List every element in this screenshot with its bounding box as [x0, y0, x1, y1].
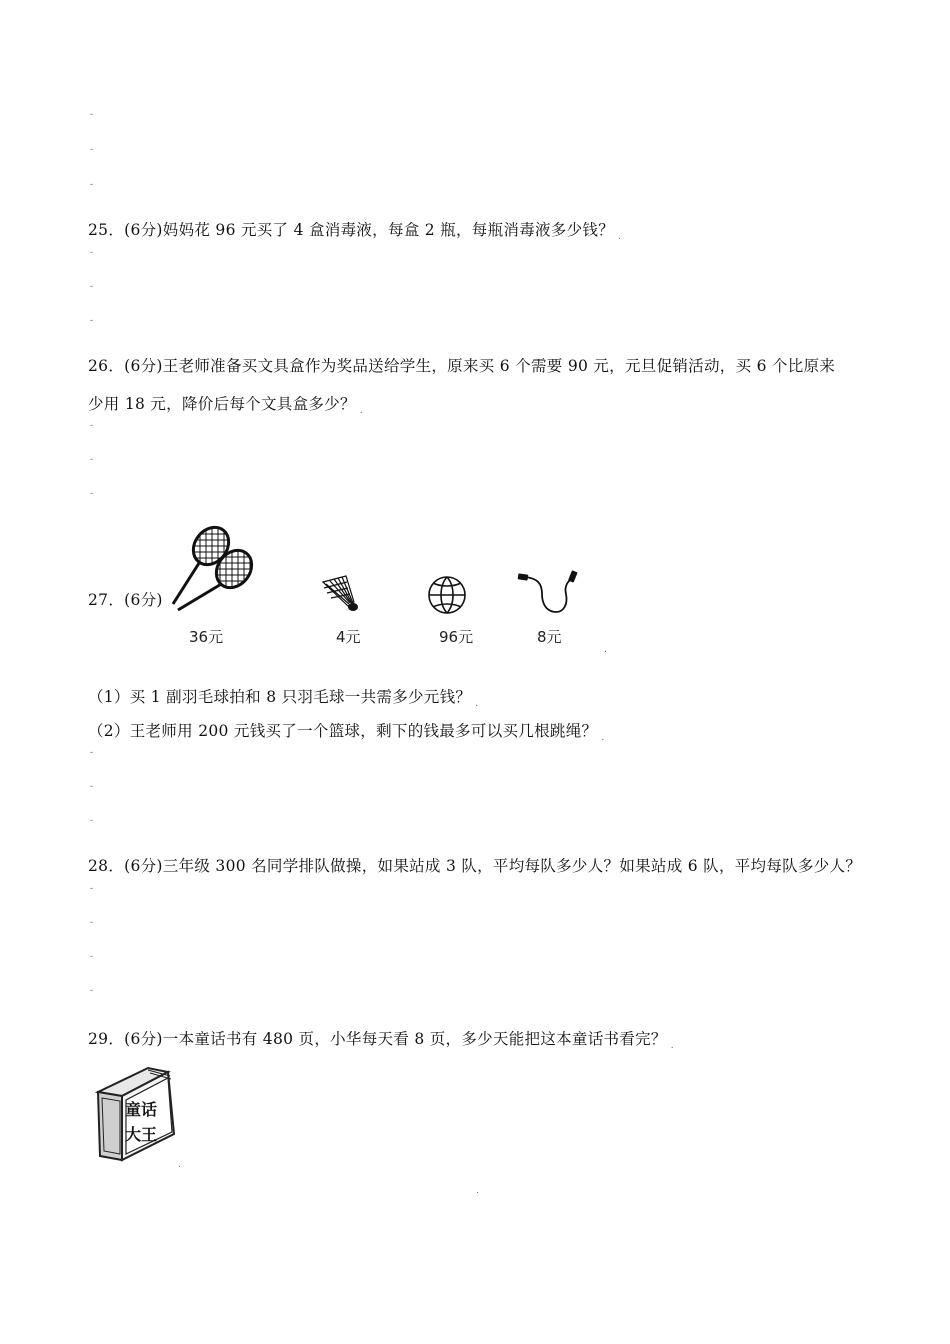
spacer-mark: -	[90, 884, 94, 894]
storybook-title-line1: 童话	[124, 1100, 157, 1119]
spacer-mark: -	[90, 145, 94, 155]
spacer-mark: -	[90, 455, 94, 465]
question-27-sub2	[88, 720, 604, 749]
badminton-rackets-icon	[168, 522, 258, 614]
question-27-sub2-text: （2）王老师用 200 元钱买了一个篮球，剩下的钱最多可以买几根跳绳？	[88, 722, 598, 740]
jump-rope-icon	[516, 568, 582, 616]
end-mark: .	[618, 232, 622, 242]
question-26-line1	[88, 355, 835, 377]
racket-price: 36元	[189, 628, 224, 646]
basketball-icon	[426, 574, 468, 616]
question-29	[88, 1028, 674, 1057]
end-mark: .	[604, 645, 607, 655]
end-mark: .	[601, 733, 605, 743]
question-29-text: 29．(6分)一本童话书有 480 页，小华每天看 8 页，多少天能把这本童话书看完？	[88, 1030, 667, 1048]
spacer-mark: -	[90, 918, 94, 928]
spacer-mark: -	[90, 421, 94, 431]
shuttlecock-icon	[320, 574, 362, 614]
question-26-text: 26．(6分)王老师准备买文具盒作为奖品送给学生，原来买 6 个需要 90 元，元旦促销活动，买 6 个比原来	[88, 357, 836, 375]
storybook-title-line2: 大王	[124, 1125, 157, 1144]
question-27	[88, 589, 163, 611]
spacer-mark: -	[90, 316, 94, 326]
question-26-text-cont: 少用 18 元，降价后每个文具盒多少？	[88, 395, 356, 413]
storybook-title	[119, 1097, 163, 1147]
spacer-mark: -	[90, 952, 94, 962]
shuttlecock-price: 4元	[336, 628, 361, 646]
question-27-sub1-text: （1）买 1 副羽毛球拍和 8 只羽毛球一共需多少元钱？	[88, 688, 472, 706]
end-mark: .	[359, 406, 363, 416]
question-27-sub1	[88, 686, 478, 715]
spacer-mark: -	[90, 489, 94, 499]
jump-rope-price: 8元	[537, 628, 562, 646]
spacer-mark: -	[90, 282, 94, 292]
end-mark: .	[476, 1186, 479, 1196]
spacer-mark: -	[90, 986, 94, 996]
question-28	[88, 855, 861, 877]
end-mark: .	[475, 699, 479, 709]
question-25	[88, 219, 621, 248]
spacer-mark: -	[90, 248, 94, 258]
spacer-mark: -	[90, 782, 94, 792]
question-27-text: 27．(6分)	[88, 591, 163, 609]
question-28-text: 28．(6分)三年级 300 名同学排队做操，如果站成 3 队，平均每队多少人？如果站成 6 队，平均每队多少人？	[88, 857, 862, 875]
end-mark: .	[670, 1041, 674, 1051]
spacer-mark: -	[90, 180, 94, 190]
spacer-mark: -	[90, 748, 94, 758]
question-26-line2	[88, 393, 363, 422]
question-25-text: 25．(6分)妈妈花 96 元买了 4 盒消毒液，每盒 2 瓶，每瓶消毒液多少钱？	[88, 221, 614, 239]
basketball-price: 96元	[439, 628, 474, 646]
spacer-mark: -	[90, 816, 94, 826]
spacer-mark: -	[90, 110, 94, 120]
end-mark: .	[178, 1160, 181, 1170]
